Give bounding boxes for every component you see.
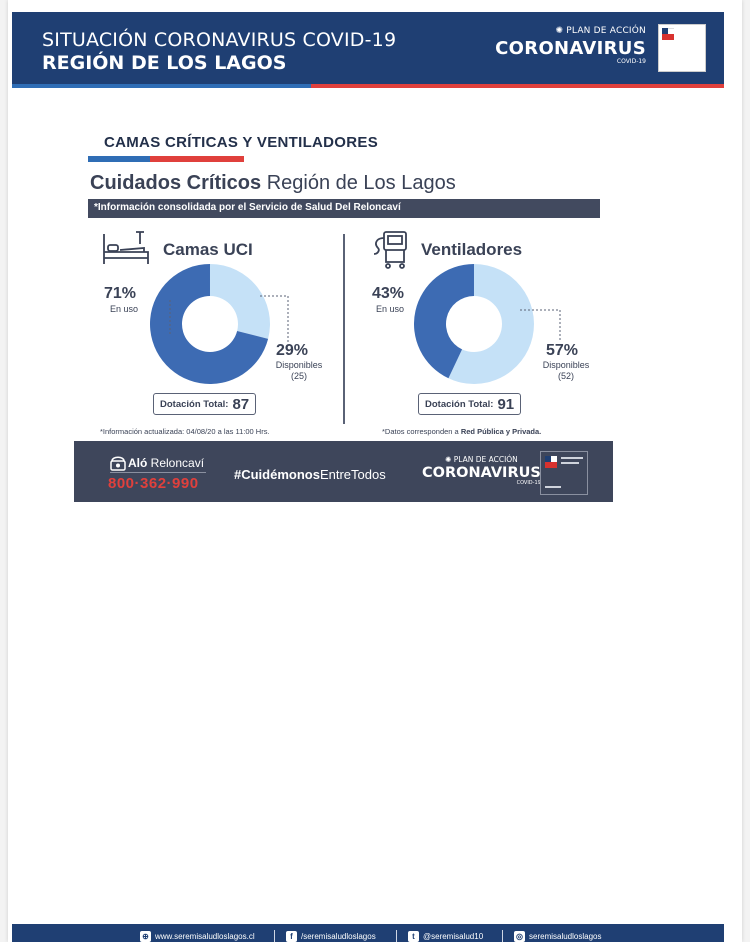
camas-used-pct: 71% [104, 285, 137, 302]
footer-brand-main: CORONAVIRUS [422, 465, 541, 481]
website-link[interactable] [140, 931, 255, 942]
data-source-note-bold: Red Pública y Privada. [460, 427, 542, 436]
camas-used-label: En uso [110, 304, 139, 314]
section-title: CAMAS CRÍTICAS Y VENTILADORES [104, 134, 379, 151]
header-title-line1: SITUACIÓN CORONAVIRUS COVID-19 [42, 29, 397, 51]
hashtag-rest: EntreTodos [319, 467, 386, 482]
hospital-bed-icon [100, 230, 152, 268]
brand-main-text: CORONAVIRUS [495, 38, 646, 59]
infographic-subtitle: *Información consolidada por el Servicio de Salud Del Reloncaví [88, 199, 600, 218]
footer-chile-flag-icon [541, 452, 589, 496]
vent-total-box [418, 393, 521, 415]
infographic-footer [74, 441, 613, 502]
page-header [12, 12, 724, 88]
facebook-icon: f [286, 931, 297, 942]
vent-avail-pct: 57% [546, 342, 579, 359]
hotline-phone-number: 800·362·990 [108, 475, 199, 492]
brand-sub-text: COVID-19 [616, 58, 646, 65]
brand-top-text [495, 26, 646, 36]
footer-ministry-logo [540, 451, 588, 495]
section-title-underline [88, 156, 244, 162]
instagram-link[interactable] [514, 931, 601, 942]
ventiladores-label: Ventiladores [421, 240, 523, 259]
panel-divider [343, 234, 345, 424]
footer-brand-sub: COVID-19 [516, 480, 541, 486]
instagram-icon: ◎ [514, 931, 525, 942]
alo-underline [110, 472, 206, 473]
alo-rest: Reloncaví [147, 456, 205, 470]
header-title-line2: REGIÓN DE LOS LAGOS [42, 52, 287, 74]
header-stripe [12, 84, 724, 88]
infographic-title [90, 172, 456, 195]
ventilator-icon [370, 228, 412, 270]
camas-uci-label: Camas UCI [163, 240, 253, 259]
telephone-icon [110, 455, 126, 471]
infographic-title-bold: Cuidados Críticos [90, 172, 262, 194]
twitter-icon: t [408, 931, 419, 942]
data-source-note-text: *Datos corresponden a [382, 427, 461, 436]
camas-leader-lines [164, 290, 294, 350]
facebook-text: /seremisaludloslagos [301, 932, 376, 941]
data-source-note [382, 427, 541, 436]
contact-footer-bar [12, 924, 724, 942]
footer-separator [274, 930, 275, 942]
vent-total-label: Dotación Total: [425, 398, 494, 410]
coronavirus-plan-logo [495, 26, 646, 65]
camas-avail-count: (25) [290, 371, 307, 381]
alo-reloncavi-label [128, 456, 204, 470]
vent-avail-count: (52) [557, 371, 574, 381]
twitter-link[interactable] [408, 931, 483, 942]
facebook-link[interactable] [286, 931, 376, 942]
twitter-text: @seremisalud10 [423, 932, 484, 941]
chile-flag-icon [662, 28, 674, 40]
camas-avail-label: Disponibles [275, 360, 323, 370]
globe-icon: ⊕ [140, 931, 151, 942]
footer-separator [396, 930, 397, 942]
update-note: *Información actualizada: 04/08/20 a las 11:00 Hrs. [100, 427, 270, 436]
vent-total-value: 91 [497, 395, 515, 413]
camas-total-label: Dotación Total: [160, 398, 229, 410]
hashtag-bold: #Cuidémonos [234, 467, 320, 482]
vent-used-pct: 43% [372, 285, 405, 302]
footer-separator [502, 930, 503, 942]
instagram-text: seremisaludloslagos [529, 932, 602, 941]
vent-avail-label: Disponibles [542, 360, 590, 370]
brand-top-label: PLAN DE ACCIÓN [566, 26, 646, 36]
camas-avail-pct: 29% [276, 342, 309, 359]
campaign-hashtag [234, 467, 386, 482]
infographic-title-rest: Región de Los Lagos [261, 172, 456, 194]
footer-brand-top-label: PLAN DE ACCIÓN [453, 455, 518, 464]
camas-total-box [153, 393, 256, 415]
camas-total-value: 87 [232, 395, 250, 413]
website-text: www.seremisaludloslagos.cl [155, 932, 255, 941]
virus-icon: ✺ [555, 26, 564, 36]
ministry-logo [658, 24, 706, 72]
footer-coronavirus-logo [422, 455, 541, 486]
alo-bold: Aló [128, 456, 148, 470]
footer-virus-icon: ✺ [445, 455, 452, 464]
vent-used-label: En uso [376, 304, 405, 314]
footer-brand-top [422, 455, 541, 464]
